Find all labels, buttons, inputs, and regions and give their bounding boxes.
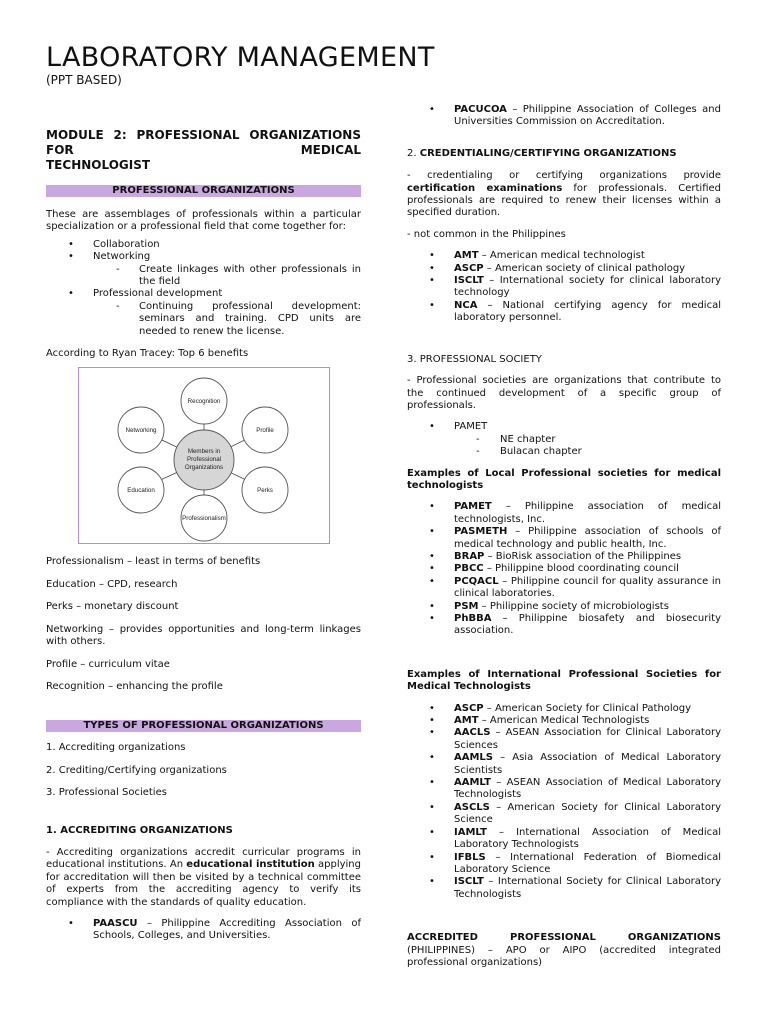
accrediting-bold: educational institution xyxy=(186,859,315,871)
org-desc: – Philippine Association of Colleges and Universities Commission on Accreditation. xyxy=(454,104,721,128)
org-desc: – ASEAN Association of Medical Laboratory Technologists xyxy=(454,777,721,801)
society-paragraph: - Professional societies are organizations that contribute to the continued development of a specific group of professionals. xyxy=(407,375,721,411)
list-item xyxy=(407,551,721,563)
credentialing-paragraph xyxy=(407,170,721,220)
org-desc: – Philippine blood coordinating council xyxy=(483,563,679,575)
list-item xyxy=(407,752,721,777)
apo-bold: ACCREDITED PROFESSIONAL ORGANIZATIONS xyxy=(407,932,721,944)
credentialing-text-2: for professionals. Certified professionals are required to renew their licenses within a specified duration. xyxy=(407,182,721,219)
org-desc: – International Federation of Biomedical Laboratory Science xyxy=(454,851,721,875)
right-column xyxy=(407,104,721,969)
society-list xyxy=(407,421,721,458)
accrediting-list xyxy=(46,918,361,943)
node-networking: Networking xyxy=(125,427,157,435)
org-abbr: PSM xyxy=(454,600,479,612)
list-item: • Collaboration xyxy=(46,239,361,251)
org-desc: – BioRisk association of the Philippines xyxy=(484,550,682,562)
document-subtitle: (PPT BASED) xyxy=(46,73,122,87)
international-societies-list xyxy=(407,703,721,902)
list-item xyxy=(407,104,721,129)
benefits-diagram xyxy=(78,367,330,544)
local-societies-heading: Examples of Local Professional societies for medical technologists xyxy=(407,467,721,491)
center-label-2: Professional xyxy=(186,456,222,464)
org-desc: – Philippine biosafety and biosecurity association. xyxy=(454,613,721,637)
org-desc: – American society of clinical pathology xyxy=(483,262,686,274)
list-item xyxy=(407,802,721,827)
org-abbr: ISCLT xyxy=(454,275,484,287)
org-desc: – International society for clinical laboratory technology xyxy=(454,275,721,299)
list-item xyxy=(407,715,721,727)
org-abbr: PAMET xyxy=(454,501,492,513)
list-item: • Professional development xyxy=(46,288,361,300)
section-banner-types: TYPES OF PROFESSIONAL ORGANIZATIONS xyxy=(46,720,361,732)
list-item xyxy=(407,852,721,877)
org-abbr: ASCLS xyxy=(454,801,490,813)
org-abbr: PASMETH xyxy=(454,526,508,538)
intro-paragraph: These are assemblages of professionals within a particular specialization or a professional field that come together for: xyxy=(46,209,361,233)
org-abbr: ISCLT xyxy=(454,876,484,888)
list-item: • PAMET xyxy=(407,421,721,433)
node-perks: Perks xyxy=(257,487,273,495)
definition-networking: Networking – provides opportunities and long-term linkages with others. xyxy=(46,623,361,648)
sub-list-item: - Bulacan chapter xyxy=(407,446,721,458)
org-desc: – Asia Association of Medical Laboratory Scientists xyxy=(454,752,721,776)
list-item xyxy=(407,563,721,575)
definition-profile: Profile – curriculum vitae xyxy=(46,658,170,670)
definition-recognition: Recognition – enhancing the profile xyxy=(46,680,223,692)
org-desc: – Philippine council for quality assurance in clinical laboratories. xyxy=(454,575,721,600)
list-item xyxy=(46,918,361,943)
node-professionalism: Professionalism xyxy=(182,515,226,523)
type-item-2: 2. Crediting/Certifying organizations xyxy=(46,764,227,776)
sub-list-item: - Continuing professional development: seminars and training. CPD units are needed to renew the license. xyxy=(46,301,361,338)
org-abbr: NCA xyxy=(454,299,478,311)
accrediting-heading: 1. ACCREDITING ORGANIZATIONS xyxy=(46,824,233,836)
node-education: Education xyxy=(127,487,155,495)
module-heading-line1: MODULE 2: PROFESSIONAL ORGANIZATIONS FOR MEDICAL xyxy=(46,128,361,157)
org-abbr: ASCP xyxy=(454,262,484,274)
module-heading-line2: TECHNOLOGIST xyxy=(46,158,151,172)
society-heading: 3. PROFESSIONAL SOCIETY xyxy=(407,353,542,365)
definition-perks: Perks – monetary discount xyxy=(46,601,179,613)
org-desc: – American Society for Clinical Laboratory Science xyxy=(454,801,721,826)
accrediting-text-2: applying for accreditation will then be visited by a technical committee of experts from the accrediting agency to verify its compliance with the standards of quality education. xyxy=(46,859,361,908)
org-desc: – National certifying agency for medical laboratory personnel. xyxy=(454,299,721,324)
accrediting-text-1: - Accrediting organizations accredit curricular programs in educational institutions. An xyxy=(46,846,361,871)
node-profile: Profile xyxy=(256,427,274,435)
accrediting-paragraph xyxy=(46,847,361,909)
heading-number: 2. xyxy=(407,147,420,159)
org-abbr: IFBLS xyxy=(454,851,486,863)
org-desc: – Philippine association of schools of medical technology and public health, Inc. xyxy=(454,526,721,550)
list-item xyxy=(407,263,721,275)
list-item xyxy=(407,526,721,551)
org-desc: – American medical technologist xyxy=(478,250,645,262)
org-abbr: AACLS xyxy=(454,727,491,739)
type-item-1: 1. Accrediting organizations xyxy=(46,742,186,754)
list-item xyxy=(407,876,721,901)
list-item xyxy=(407,501,721,526)
org-desc: – American Society for Clinical Pathology xyxy=(483,702,692,714)
list-item xyxy=(407,300,721,325)
org-abbr: PBCC xyxy=(454,563,484,575)
org-abbr: PCQACL xyxy=(454,575,499,587)
center-label-3: Organizations xyxy=(184,464,224,472)
credentialing-heading xyxy=(407,148,721,160)
module-heading xyxy=(46,128,361,173)
org-desc: – International Society for Clinical Laboratory Technologists xyxy=(454,876,721,900)
section-banner-professional-organizations: PROFESSIONAL ORGANIZATIONS xyxy=(46,185,361,197)
list-item xyxy=(407,777,721,802)
org-desc: – Philippine society of microbiologists xyxy=(478,600,669,612)
center-label-1: Members in xyxy=(187,448,221,456)
org-desc: – International Association of Medical Laboratory Technologists xyxy=(454,826,721,851)
org-abbr: BRAP xyxy=(454,550,485,562)
benefits-diagram-svg xyxy=(79,368,329,543)
org-abbr: PhBBA xyxy=(454,613,492,624)
list-item: • Networking xyxy=(46,251,361,263)
list-item xyxy=(407,703,721,715)
list-item xyxy=(407,275,721,300)
left-column xyxy=(46,128,361,943)
org-abbr: AMT xyxy=(454,715,479,727)
list-item xyxy=(407,613,721,638)
org-abbr: AMT xyxy=(454,250,479,262)
local-societies-list xyxy=(407,501,721,637)
credentialing-list xyxy=(407,250,721,324)
org-desc: – Philippine Accrediting Association of Schools, Colleges, and Universities. xyxy=(93,917,361,942)
org-abbr: AAMLT xyxy=(454,777,491,789)
sub-list-item: - NE chapter xyxy=(407,434,721,446)
heading-text: CREDENTIALING/CERTIFYING ORGANIZATIONS xyxy=(419,147,677,159)
org-abbr: PAASCU xyxy=(93,917,138,929)
sub-list-item: - Create linkages with other professionals in the field xyxy=(46,264,361,289)
definition-education: Education – CPD, research xyxy=(46,578,178,590)
org-abbr: PACUCOA xyxy=(454,104,507,115)
credentialing-bold: certification examinations xyxy=(407,182,563,194)
node-recognition: Recognition xyxy=(187,398,221,406)
org-abbr: AAMLS xyxy=(454,752,494,764)
definition-professionalism: Professionalism – least in terms of benefits xyxy=(46,556,261,568)
org-desc: – Philippine association of medical technologists, Inc. xyxy=(454,501,721,525)
list-item xyxy=(407,601,721,613)
list-item xyxy=(407,576,721,601)
purpose-list xyxy=(46,239,361,338)
list-item xyxy=(407,727,721,752)
type-item-3: 3. Professional Societies xyxy=(46,787,167,799)
apo-text: (PHILIPPINES) – APO or AIPO (accredited integrated professional organizations) xyxy=(407,944,721,968)
org-abbr: ASCP xyxy=(454,702,484,714)
credentialing-text-1: - credentialing or certifying organizations provide xyxy=(407,170,721,182)
list-item xyxy=(407,827,721,852)
org-desc: – ASEAN Association for Clinical Laboratory Sciences xyxy=(454,727,721,751)
list-item xyxy=(407,250,721,262)
org-desc: – American Medical Technologists xyxy=(478,715,650,727)
accrediting-list-continued xyxy=(407,104,721,129)
org-abbr: IAMLT xyxy=(454,826,487,838)
document-title: LABORATORY MANAGEMENT xyxy=(46,42,435,73)
accredited-organizations-paragraph xyxy=(407,932,721,969)
ryan-tracey-line: According to Ryan Tracey: Top 6 benefits xyxy=(46,348,249,360)
international-societies-heading: Examples of International Professional Societies for Medical Technologists xyxy=(407,668,721,693)
credentialing-note: - not common in the Philippines xyxy=(407,228,566,240)
